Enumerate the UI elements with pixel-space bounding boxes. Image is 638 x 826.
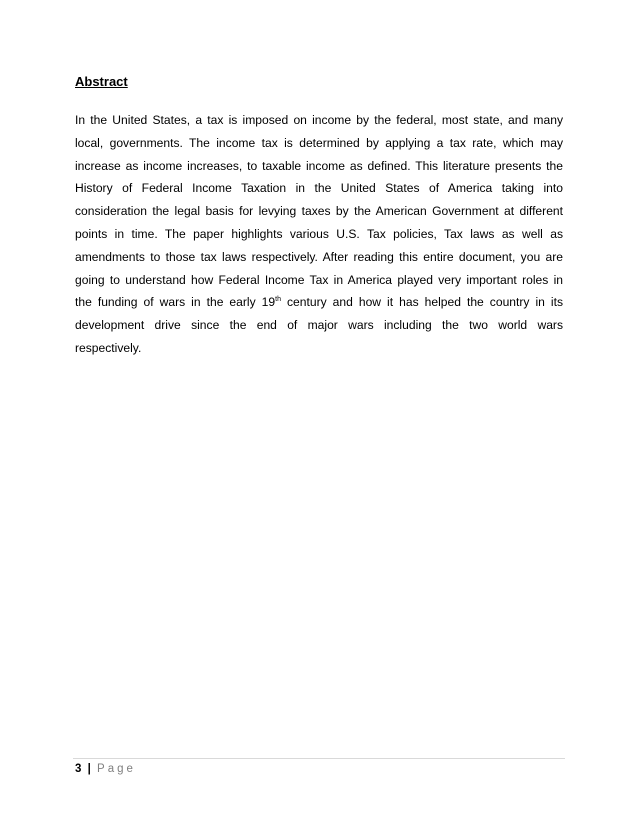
paragraph-line-with-superscript (75, 291, 563, 314)
line-text-before-superscript: the funding of wars in the early 19 (75, 295, 276, 310)
paragraph-line: History of Federal Income Taxation in the United States of America taking into (75, 181, 563, 196)
page-label: Page (97, 763, 136, 775)
footer-divider (73, 758, 565, 759)
footer-separator: | (87, 763, 91, 775)
abstract-heading: Abstract (75, 74, 128, 89)
ordinal-superscript: th (275, 296, 281, 304)
paragraph-line: amendments to those tax laws respectively. After reading this entire document, you are (75, 249, 563, 264)
paragraph-line: local, governments. The income tax is determined by applying a tax rate, which may (75, 135, 563, 150)
line-text-after-superscript: century and how it has helped the country in its (280, 295, 563, 310)
paragraph-line: consideration the legal basis for levying taxes by the American Government at different (75, 204, 563, 219)
paragraph-line: In the United States, a tax is imposed on income by the federal, most state, and many (75, 113, 563, 127)
paragraph-line: points in time. The paper highlights various U.S. Tax policies, Tax laws as well as (75, 226, 563, 241)
paragraph-line: respectively. (75, 340, 142, 355)
paragraph-line: going to understand how Federal Income Tax in America played very important roles in (75, 272, 563, 287)
paragraph-line: increase as income increases, to taxable income as defined. This literature presents the (75, 158, 563, 173)
paragraph-line: development drive since the end of major wars including the two world wars (75, 318, 563, 333)
page-footer (75, 761, 136, 777)
abstract-paragraph (75, 109, 563, 360)
page-number: 3 (75, 763, 82, 775)
